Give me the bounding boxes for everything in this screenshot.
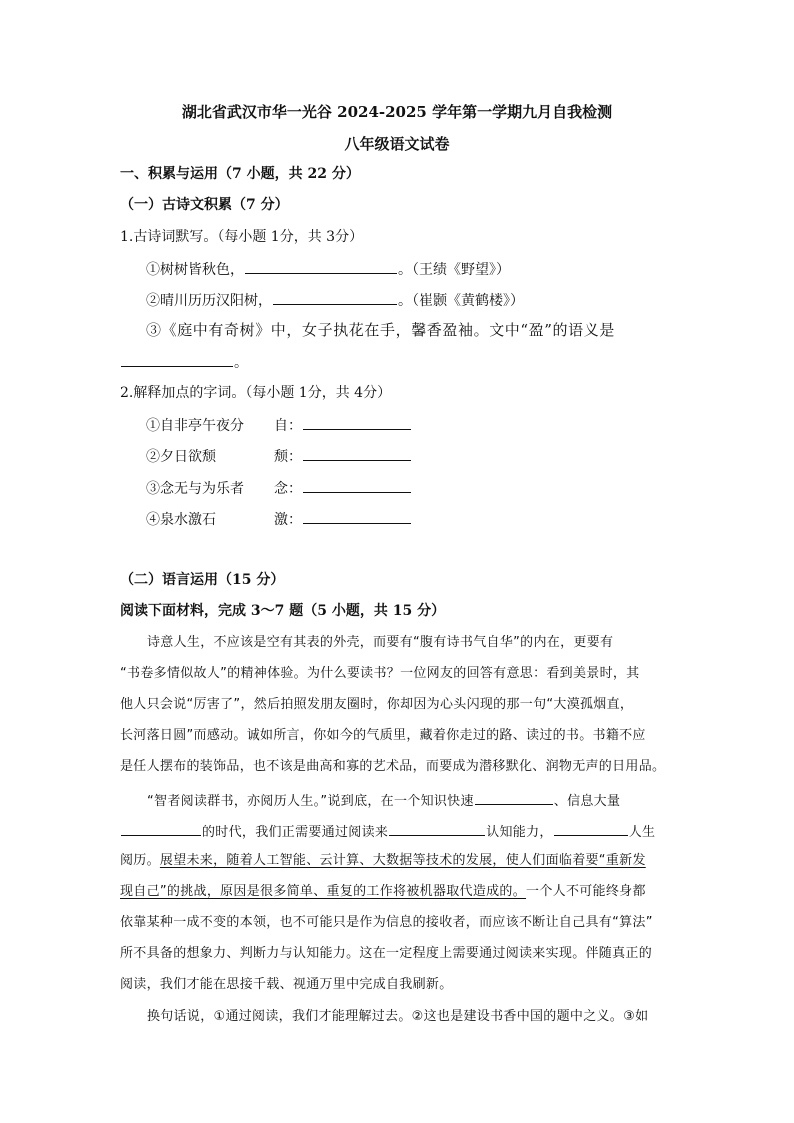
fill-blank[interactable]: [475, 790, 553, 805]
q2-blank[interactable]: [303, 446, 411, 461]
exam-subtitle: 八年级语文试卷: [344, 135, 450, 153]
q2-word: 念：: [274, 481, 302, 497]
q1-item-b: [146, 290, 524, 310]
passage-p2-line4: [120, 883, 646, 901]
q1c-blank[interactable]: [121, 352, 233, 367]
q2-blank[interactable]: [303, 478, 411, 493]
p2-text: “智者阅读群书，亦阅历人生。”说到底，在一个知识快速: [147, 794, 474, 809]
q2-word: 自：: [274, 418, 302, 434]
passage-p1-line: 长河落日圆”而感动。诚如所言，你如今的气质里，藏着你走过的路、读过的书。书籍不应: [120, 728, 646, 743]
q1a-blank[interactable]: [245, 259, 397, 274]
q2-item: [146, 415, 412, 435]
underlined-sentence: 展望未来，随着人工智能、云计算、大数据等技术的发展，使人们面临着要“重新发: [159, 853, 646, 868]
fill-blank[interactable]: [121, 821, 201, 836]
q2-item: [146, 478, 412, 498]
passage-p2-line: 阅读，我们才能在思接千载、视通万里中完成自我刷新。: [120, 977, 453, 992]
p2-text: 阅历。: [120, 853, 160, 868]
q1c-end: 。: [234, 355, 248, 371]
q2-phrase: ②夕日欲颓: [146, 449, 216, 465]
fill-blank[interactable]: [389, 821, 485, 836]
passage-p1-line: 诗意人生，不应该是空有其表的外壳，而要有“腹有诗书气自华”的内在，更要有: [147, 635, 614, 650]
q2-item: [146, 446, 412, 466]
q1-item-a: [146, 259, 510, 279]
part2-instruction: 阅读下面材料，完成 3～7 题（5 小题，共 15 分）: [120, 603, 446, 619]
p2-text: 一个人不可能终身都: [526, 884, 646, 899]
p2-text: 、信息大量: [553, 794, 621, 809]
q2-phrase: ④泉水激石: [146, 512, 216, 528]
q2-phrase: ①自非亭午夜分: [146, 418, 244, 434]
passage-p1-line: 是任人摆布的装饰品，也不该是曲高和寡的艺术品，而要成为潜移默化、润物无声的日用品。: [120, 759, 666, 774]
q1a-source: 。（王绩《野望》）: [398, 262, 510, 278]
q1b-source: 。（崔颢《黄鹤楼》）: [398, 293, 524, 309]
q2-stem: 2.解释加点的字词。（每小题 1分，共 4分）: [120, 385, 392, 401]
passage-p1-line: 他人只会说“厉害了”，然后拍照发朋友圈时，你却因为心头闪现的那一句“大漠孤烟直，: [120, 697, 634, 712]
passage-p2-line: 依靠某种一成不变的本领，也不可能只是作为信息的接收者，而应该不断让自己具有“算法”: [120, 915, 653, 930]
q2-phrase: ③念无与为乐者: [146, 481, 244, 497]
exam-title: 湖北省武汉市华一光谷 2024-2025 学年第一学期九月自我检测: [181, 103, 613, 121]
passage-p2-line2: [120, 821, 655, 842]
q2-word: 颓：: [274, 449, 302, 465]
fill-blank[interactable]: [554, 821, 628, 836]
passage-p1-line: “书卷多情似故人”的精神体验。为什么要读书？一位网友的回答有意思：看到美景时，其: [120, 666, 640, 681]
q1-item-c-answer: [120, 352, 248, 372]
q1-stem: 1.古诗词默写。（每小题 1分，共 3分）: [120, 229, 364, 245]
q2-blank[interactable]: [303, 415, 411, 430]
q2-item: [146, 509, 412, 529]
q2-blank[interactable]: [303, 509, 411, 524]
p2-text: 认知能力，: [486, 825, 553, 840]
underlined-sentence: 现自己”的挑战，原因是很多简单、重复的工作将被机器取代造成的。: [120, 884, 527, 899]
q1a-text: ①树树皆秋色，: [146, 262, 244, 278]
q1b-blank[interactable]: [273, 290, 397, 305]
p2-text: 人生: [628, 825, 656, 840]
part1-heading: （一）古诗文积累（7 分）: [120, 197, 289, 213]
part2-heading: （二）语言运用（15 分）: [120, 572, 285, 588]
q1b-text: ②晴川历历汉阳树，: [146, 293, 272, 309]
p2-text: 的时代，我们正需要通过阅读来: [202, 825, 389, 840]
q2-word: 激：: [274, 512, 302, 528]
passage-p2-line3: [120, 852, 646, 870]
passage-p3-line: 换句话说，①通过阅读，我们才能理解过去。②这也是建设书香中国的题中之义。③如: [147, 1009, 649, 1024]
section1-heading: 一、积累与运用（7 小题，共 22 分）: [120, 166, 360, 182]
q1-item-c: ③《庭中有奇树》中，女子执花在手，馨香盈袖。文中“盈”的语义是: [146, 321, 615, 339]
passage-p2-line1: [147, 790, 620, 811]
passage-p2-line: 所不具备的想象力、判断力与认知能力。这在一定程度上需要通过阅读来实现。伴随真正的: [120, 946, 653, 961]
